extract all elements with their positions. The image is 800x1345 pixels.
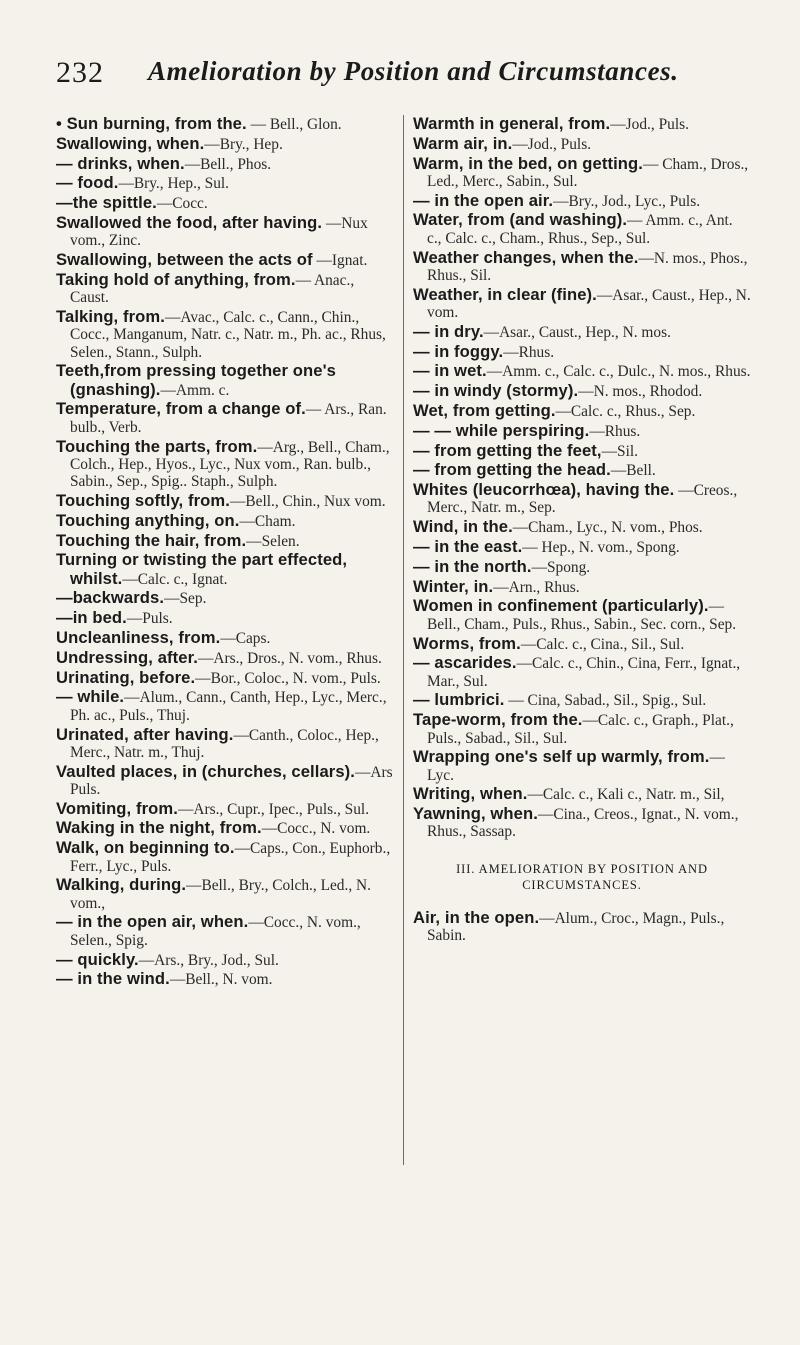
- index-entry: [413, 635, 751, 653]
- entry-heading: Wet, from getting.: [413, 400, 556, 420]
- index-entry: [413, 362, 751, 380]
- entry-remedies: —Bell.: [610, 462, 656, 480]
- index-entry: [56, 214, 394, 250]
- index-entry: [56, 362, 394, 399]
- entry-remedies: —Caps., Con., Euphorb., Ferr., Lyc., Puls.: [70, 840, 391, 875]
- index-entry: [56, 194, 394, 212]
- entry-remedies: —Ars., Bry., Jod., Sul.: [138, 951, 279, 969]
- entry-heading: Touching the parts, from.: [56, 436, 258, 456]
- entry-remedies: —Bry., Hep.: [204, 135, 283, 153]
- entry-remedies: —Rhus.: [589, 422, 641, 440]
- entry-remedies: —Alum., Croc., Magn., Puls., Sabin.: [427, 909, 725, 945]
- index-entry: [56, 800, 394, 818]
- entry-heading: — food.: [56, 173, 119, 193]
- entry-heading: Vaulted places, in (churches, cellars).: [56, 761, 356, 781]
- entry-heading: — in the north.: [413, 556, 532, 576]
- index-entry: [413, 654, 751, 690]
- entry-heading: Wrapping one's self up warmly, from.: [413, 747, 710, 767]
- index-entry: [56, 876, 394, 912]
- entry-remedies: —Lyc.: [427, 749, 725, 784]
- index-entry: [56, 308, 394, 361]
- entry-remedies: — Amm. c., Ant. c., Calc. c., Cham., Rhus., Sep., Sul.: [427, 212, 733, 247]
- entry-heading: — ascarides.: [413, 653, 517, 673]
- entry-remedies: —Creos., Merc., Natr. m., Sep.: [427, 482, 738, 517]
- entry-remedies: — Anac., Caust.: [70, 271, 355, 307]
- index-entry: [56, 688, 394, 724]
- right-column-entries-after: [413, 909, 751, 945]
- entry-heading: —backwards.: [56, 588, 165, 608]
- entry-heading: Swallowing, when.: [56, 133, 205, 153]
- index-entry: [56, 115, 394, 133]
- index-entry: [413, 382, 751, 400]
- index-entry: [413, 461, 751, 479]
- index-entry: [413, 518, 751, 536]
- running-title: Amelioration by Position and Circumstances.: [148, 56, 679, 86]
- entry-remedies: —Bell., Cham., Puls., Rhus., Sabin., Sec. corn., Sep.: [427, 598, 737, 633]
- entry-heading: — from getting the feet,: [413, 440, 602, 460]
- entry-remedies: —Cham.: [239, 512, 296, 530]
- entry-remedies: —Cocc., N. vom.: [261, 820, 371, 838]
- entry-remedies: —Bor., Coloc., N. vom., Puls.: [195, 669, 381, 687]
- entry-heading: Tape-worm, from the.: [413, 710, 583, 730]
- entry-remedies: —Arg., Bell., Cham., Colch., Hep., Hyos., Lyc., Nux vom., Ran. bulb., Sabin., Sep., Spig.. Staph., Sulph.: [70, 438, 390, 491]
- index-entry: [56, 649, 394, 667]
- index-entry: [56, 609, 394, 627]
- page-number: 232: [56, 56, 104, 89]
- entry-heading: Weather changes, when the.: [413, 247, 639, 267]
- index-entry: [56, 629, 394, 647]
- entry-remedies: —Bell., Bry., Colch., Led., N. vom.,: [70, 877, 371, 912]
- entry-heading: Touching softly, from.: [56, 490, 230, 510]
- index-entry: [56, 251, 394, 269]
- entry-remedies: —Jod., Puls.: [610, 116, 689, 133]
- entry-heading: — drinks, when.: [56, 153, 185, 173]
- entry-remedies: —Alum., Cann., Canth, Hep., Lyc., Merc., Ph. ac., Puls., Thuj.: [70, 689, 387, 724]
- index-entry: [56, 839, 394, 875]
- right-column-entries: [413, 115, 751, 841]
- entry-remedies: —Bell., Phos.: [184, 155, 272, 173]
- entry-heading: — in the east.: [413, 537, 523, 557]
- index-entry: [56, 532, 394, 550]
- entry-heading: Swallowed the food, after having.: [56, 212, 323, 232]
- entry-remedies: —Ars., Dros., N. vom., Rhus.: [197, 649, 382, 667]
- index-entry: [413, 135, 751, 153]
- index-entry: [56, 155, 394, 173]
- entry-heading: Warm, in the bed, on getting.: [413, 153, 643, 173]
- entry-heading: — — while perspiring.: [413, 420, 590, 440]
- index-entry: [56, 726, 394, 762]
- entry-heading: Touching anything, on.: [56, 510, 240, 530]
- entry-heading: — in the wind.: [56, 969, 170, 989]
- entry-remedies: —Cocc.: [156, 195, 208, 213]
- entry-heading: — from getting the head.: [413, 460, 611, 480]
- index-entry: [56, 438, 394, 491]
- index-entry: [413, 578, 751, 596]
- index-entry: [413, 691, 751, 709]
- entry-remedies: — Bell., Glon.: [246, 116, 342, 133]
- index-entry: [56, 913, 394, 949]
- entry-remedies: —Cocc., N. vom., Selen., Spig.: [70, 914, 361, 949]
- entry-heading: — in dry.: [413, 321, 484, 341]
- entry-heading: Urinating, before.: [56, 667, 196, 687]
- index-entry: [56, 135, 394, 153]
- entry-heading: Warmth in general, from.: [413, 114, 611, 133]
- index-entry: [413, 343, 751, 361]
- entry-remedies: —Amm. c.: [160, 381, 230, 399]
- entry-remedies: —Spong.: [531, 558, 591, 576]
- entry-heading: Teeth,from pressing together one's (gnashing).: [56, 361, 336, 399]
- index-entry: [413, 909, 751, 945]
- entry-heading: Whites (leucorrhœa), having the.: [413, 480, 675, 500]
- entry-heading: Worms, from.: [413, 633, 521, 653]
- index-entry: [56, 271, 394, 307]
- entry-heading: Walk, on beginning to.: [56, 838, 235, 858]
- index-entry: [413, 402, 751, 420]
- entry-heading: Taking hold of anything, from.: [56, 269, 296, 289]
- entry-remedies: — Cina, Sabad., Sil., Spig., Sul.: [504, 692, 707, 710]
- left-column: [56, 115, 394, 990]
- entry-heading: —in bed.: [56, 608, 127, 628]
- index-entry: [56, 492, 394, 510]
- index-entry: [413, 442, 751, 460]
- entry-heading: — in foggy.: [413, 341, 504, 361]
- entry-heading: Warm air, in.: [413, 133, 513, 153]
- index-entry: [413, 785, 751, 803]
- entry-remedies: —Calc. c., Ignat.: [122, 570, 228, 588]
- entry-remedies: —Bry., Jod., Lyc., Puls.: [553, 192, 701, 210]
- entry-remedies: —N. mos., Phos., Rhus., Sil.: [427, 249, 748, 284]
- entry-heading: Temperature, from a change of.: [56, 399, 306, 419]
- entry-heading: • Sun burning, from the.: [56, 114, 247, 133]
- index-entry: [56, 763, 394, 799]
- entry-remedies: —N. mos., Rhodod.: [578, 383, 703, 401]
- index-entry: [56, 400, 394, 436]
- index-entry: [413, 422, 751, 440]
- entry-remedies: —Bell., Chin., Nux vom.: [229, 492, 386, 510]
- entry-remedies: —Calc. c., Cina., Sil., Sul.: [520, 635, 685, 653]
- index-entry: [56, 551, 394, 588]
- entry-heading: Uncleanliness, from.: [56, 628, 221, 648]
- index-entry: [413, 481, 751, 517]
- entry-remedies: —Sep.: [164, 590, 207, 608]
- entry-heading: — lumbrici.: [413, 690, 505, 710]
- entry-remedies: —Arn., Rhus.: [493, 578, 580, 596]
- entry-remedies: —Asar., Caust., Hep., N. vom.: [427, 286, 751, 321]
- index-entry: [413, 249, 751, 285]
- entry-heading: Swallowing, between the acts of: [56, 250, 313, 270]
- entry-remedies: —Caps.: [220, 630, 271, 648]
- entry-heading: — in the open air.: [413, 190, 554, 210]
- entry-remedies: —Calc. c., Chin., Cina, Ferr., Ignat., Mar., Sul.: [427, 655, 741, 690]
- entry-heading: Winter, in.: [413, 576, 494, 596]
- index-entry: [56, 970, 394, 988]
- entry-remedies: —Nux vom., Zinc.: [70, 214, 368, 250]
- right-column: [413, 115, 751, 946]
- index-entry: [413, 323, 751, 341]
- entry-remedies: —Cham., Lyc., N. vom., Phos.: [512, 519, 703, 537]
- column-divider: [403, 115, 404, 1165]
- entry-heading: — in wet.: [413, 361, 487, 381]
- entry-remedies: —Calc. c., Rhus., Sep.: [555, 402, 696, 420]
- index-entry: [413, 286, 751, 322]
- index-entry: [413, 558, 751, 576]
- entry-remedies: — Cham., Dros., Led., Merc., Sabin., Sul.: [427, 155, 749, 190]
- index-entry: [56, 512, 394, 530]
- entry-heading: Waking in the night, from.: [56, 818, 262, 838]
- entry-heading: Weather, in clear (fine).: [413, 284, 597, 304]
- index-entry: [56, 819, 394, 837]
- entry-heading: Women in confinement (particularly).: [413, 596, 709, 616]
- entry-heading: —the spittle.: [56, 193, 157, 213]
- entry-heading: — quickly.: [56, 949, 139, 969]
- entry-remedies: —Ars., Cupr., Ipec., Puls., Sul.: [177, 800, 370, 818]
- index-entry: [413, 115, 751, 133]
- index-entry: [413, 748, 751, 784]
- entry-remedies: — Ars., Ran. bulb., Verb.: [70, 401, 387, 436]
- entry-heading: — in windy (stormy).: [413, 381, 579, 401]
- entry-heading: Water, from (and washing).: [413, 210, 628, 230]
- entry-remedies: —Avac., Calc. c., Cann., Chin., Cocc., Manganum, Natr. c., Natr. m., Ph. ac., Rhus, Selen., Stann., Sulph.: [70, 308, 386, 361]
- entry-heading: Air, in the open.: [413, 907, 540, 927]
- section-heading: III. AMELIORATION BY POSITION AND CIRCUMSTANCES.: [456, 861, 708, 892]
- index-entry: [56, 589, 394, 607]
- entry-heading: Yawning, when.: [413, 804, 538, 824]
- entry-heading: Writing, when.: [413, 784, 528, 804]
- entry-remedies: —Calc. c., Kali c., Natr. m., Sil,: [527, 786, 725, 804]
- entry-heading: Turning or twisting the part effected, whilst.: [56, 550, 348, 588]
- index-entry: [413, 805, 751, 841]
- entry-remedies: —Bell., N. vom.: [169, 971, 273, 989]
- entry-remedies: —Calc. c., Graph., Plat., Puls., Sabad., Sil., Sul.: [427, 712, 734, 747]
- entry-remedies: — Hep., N. vom., Spong.: [522, 539, 680, 557]
- index-entry: [413, 192, 751, 210]
- entry-heading: Wind, in the.: [413, 517, 513, 537]
- page-header: [56, 50, 756, 102]
- entry-heading: Undressing, after.: [56, 647, 198, 667]
- index-entry: [56, 174, 394, 192]
- entry-heading: Urinated, after having.: [56, 724, 234, 744]
- index-entry: [413, 597, 751, 633]
- entry-remedies: —Selen.: [246, 532, 300, 550]
- index-entry: [413, 711, 751, 747]
- entry-remedies: —Ignat.: [312, 252, 368, 270]
- entry-heading: Walking, during.: [56, 875, 187, 895]
- entry-heading: Touching the hair, from.: [56, 530, 247, 550]
- entry-heading: Vomiting, from.: [56, 798, 178, 818]
- entry-remedies: —Ars Puls.: [70, 763, 393, 798]
- entry-remedies: —Puls.: [126, 610, 173, 628]
- index-entry: [413, 538, 751, 556]
- index-entry: [413, 155, 751, 191]
- entry-remedies: —Rhus.: [503, 343, 555, 361]
- entry-remedies: —Cina., Creos., Ignat., N. vom., Rhus., Sassap.: [427, 806, 739, 841]
- index-entry: [56, 669, 394, 687]
- entry-heading: Talking, from.: [56, 306, 165, 326]
- entry-remedies: —Sil.: [601, 442, 638, 460]
- entry-remedies: —Amm. c., Calc. c., Dulc., N. mos., Rhus.: [486, 363, 751, 381]
- entry-remedies: —Jod., Puls.: [512, 135, 592, 153]
- entry-remedies: —Bry., Hep., Sul.: [118, 175, 230, 193]
- index-entry: [56, 951, 394, 969]
- entry-remedies: —Asar., Caust., Hep., N. mos.: [483, 323, 671, 341]
- entry-heading: — in the open air, when.: [56, 912, 249, 932]
- index-entry: [413, 211, 751, 247]
- entry-heading: — while.: [56, 687, 125, 707]
- entry-remedies: —Canth., Coloc., Hep., Merc., Natr. m., Thuj.: [70, 726, 379, 761]
